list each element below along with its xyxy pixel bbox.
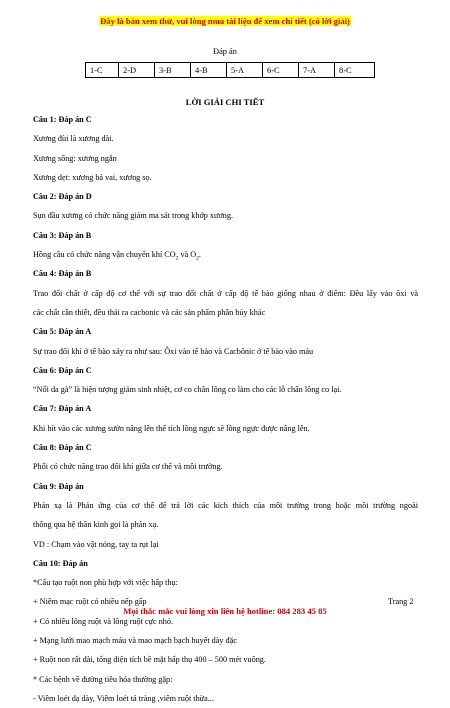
question-heading: Câu 6: Đáp án C <box>33 365 92 375</box>
text-line: Sụn đầu xương có chức năng giảm ma sát trong khớp xương. <box>33 211 234 221</box>
page-number: Trang 2 <box>388 597 414 606</box>
text-line: Phản xạ là Phản ứng của cơ thể để trả lời các kích thích của môi trường trong hoặc môi trường ngoài <box>33 500 418 510</box>
preview-banner-text: Đây là bản xem thử, vui lòng mua tài liệu để xem chi tiết (có lời giải) <box>100 16 350 26</box>
answer-cell: 3-B <box>155 63 191 78</box>
question-heading: Câu 5: Đáp án A <box>33 327 92 337</box>
preview-banner <box>0 16 450 26</box>
solution-title: LỜI GIẢI CHI TIẾT <box>185 97 265 107</box>
text-fragment: . <box>198 250 201 260</box>
question-heading: Câu 10: Đáp án <box>33 558 88 568</box>
text-line: + Mạng lưới mao mạch máu và mao mạch bạch huyết dày đặc <box>33 636 237 646</box>
answer-key-table <box>85 62 375 78</box>
answer-cell: 2-D <box>119 63 155 78</box>
answer-cell: 6-C <box>263 63 299 78</box>
text-line: thông qua hệ thần kinh gọi là phản xạ. <box>33 520 159 530</box>
text-line: Xương dẹt: xương bả vai, xương sọ. <box>33 172 152 182</box>
answer-cell: 5-A <box>227 63 263 78</box>
question-heading: Câu 7: Đáp án A <box>33 404 92 414</box>
solution-body <box>33 110 418 708</box>
hotline-footer: Mọi thắc mắc vui lòng xin liên hệ hotline: 084 283 45 85 <box>123 606 327 616</box>
text-line <box>33 245 418 264</box>
text-line: + Có nhiều lông ruột và lông ruột cực nhỏ. <box>33 616 174 626</box>
question-heading: Câu 3: Đáp án B <box>33 230 92 240</box>
text-line: “Nổi da gà” là hiện tượng giảm sinh nhiệt, cơ co chân lông co làm cho các lỗ chân lông co lại. <box>33 385 342 395</box>
subscript: 2 <box>196 255 199 262</box>
text-line: Xương đùi là xương dài. <box>33 134 114 144</box>
text-fragment: và O <box>178 250 197 260</box>
text-line: Trao đổi chất ở cấp độ cơ thể với sự trao đổi chất ở cấp độ tế bào giống nhau ở điểm: Đều lấy vào ôxi và <box>33 288 418 298</box>
question-heading: Câu 4: Đáp án B <box>33 269 92 279</box>
text-line: VD : Chạm vào vật nóng, tay ta rụt lại <box>33 539 159 549</box>
answer-cell: 7-A <box>299 63 335 78</box>
text-line: * Các bệnh về đường tiêu hóa thường gặp: <box>33 674 173 684</box>
question-heading: Câu 9: Đáp án <box>33 481 84 491</box>
question-heading: Câu 1: Đáp án C <box>33 115 92 124</box>
table-row <box>86 63 375 78</box>
question-heading: Câu 8: Đáp án C <box>33 443 92 453</box>
text-line: - Viêm loét dạ dày, Viêm loét tá tràng ,viêm ruột thừa... <box>33 693 214 703</box>
text-line: Xương sống: xương ngắn <box>33 153 117 163</box>
answer-key-label: Đáp án <box>213 47 237 56</box>
text-line: *Cấu tạo ruột non phù hợp với việc hấp thụ: <box>33 578 178 588</box>
text-line: Phổi có chức năng trao đổi khí giữa cơ thể và môi trường. <box>33 462 223 472</box>
answer-cell: 8-C <box>335 63 375 78</box>
text-line: + Niêm mạc ruột có nhiều nếp gấp <box>33 597 147 607</box>
text-line: Sự trao đổi khí ở tế bào xảy ra như sau: Ôxi vào tế bào và Cacbônic ở tế bào vào máu <box>33 346 314 356</box>
text-line: + Ruột non rất dài, tổng diện tích bề mặt hấp thụ 400 – 500 mét vuông. <box>33 655 266 665</box>
text-line: Khi hít vào các xương sườn nâng lên thể tích lồng ngực sẽ lồng ngực được nâng lên. <box>33 423 310 433</box>
answer-cell: 1-C <box>86 63 119 78</box>
text-line: các chất cần thiết, đều thải ra cacbonic và các sản phẩm phân hủy khác <box>33 307 266 317</box>
text-fragment: Hồng cầu có chức năng vận chuyển khí CO <box>33 250 176 260</box>
answer-cell: 4-B <box>191 63 227 78</box>
subscript: 2 <box>175 255 179 262</box>
question-heading: Câu 2: Đáp án D <box>33 192 92 202</box>
